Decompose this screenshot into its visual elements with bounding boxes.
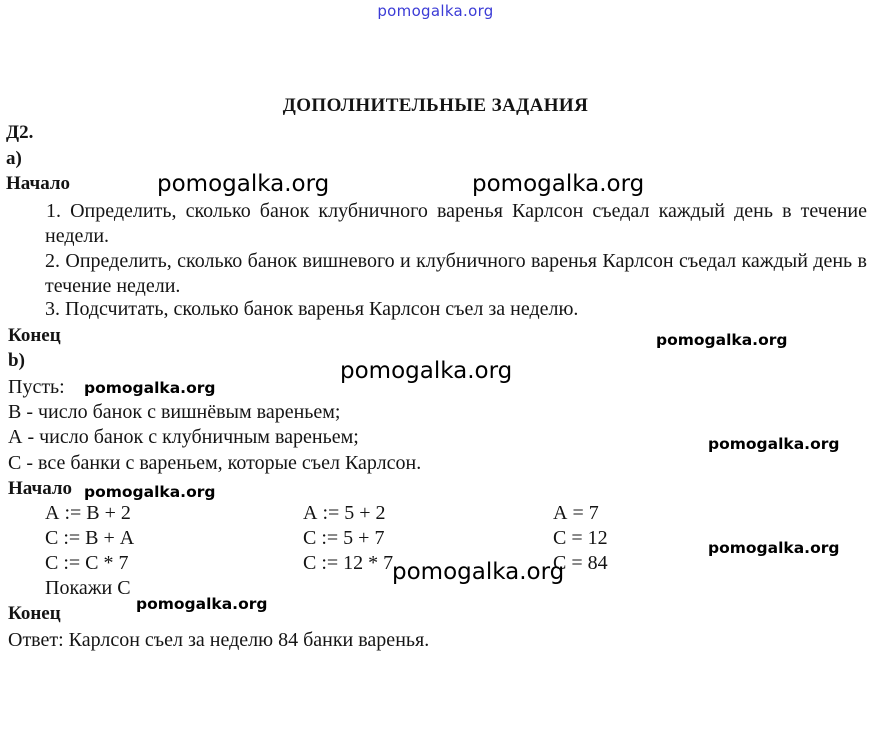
step-3: 3. Подсчитать, сколько банок варенья Карлсон съел за неделю.: [45, 298, 579, 320]
watermark: pomogalka.org: [340, 358, 513, 384]
let-label: Пусть:: [8, 376, 65, 398]
task-id: Д2.: [6, 122, 34, 143]
part-b-end: Конец: [8, 603, 61, 624]
row-2-result: С = 12: [553, 527, 608, 549]
watermark: pomogalka.org: [656, 331, 788, 349]
part-b-label: b): [8, 350, 25, 371]
row-2-subst: С := 5 + 7: [303, 527, 385, 549]
site-link[interactable]: pomogalka.org: [377, 2, 494, 20]
step-2: 2. Определить, сколько банок вишневого и клубничного варенья Карлсон съедал каждый день в течение недели.: [45, 250, 867, 297]
row-1-subst: А := 5 + 2: [303, 502, 386, 524]
watermark: pomogalka.org: [84, 483, 216, 501]
watermark: pomogalka.org: [157, 171, 330, 197]
row-1-step: А := В + 2: [45, 502, 131, 524]
part-a-end: Конец: [8, 325, 61, 346]
watermark: pomogalka.org: [708, 435, 840, 453]
watermark: pomogalka.org: [136, 595, 268, 613]
page-title: ДОПОЛНИТЕЛЬНЫЕ ЗАДАНИЯ: [282, 95, 589, 116]
row-3-result: С = 84: [553, 552, 608, 574]
step-1: 1. Определить, сколько банок клубничного варенья Карлсон съедал каждый день в течение недели.: [45, 200, 867, 247]
part-a-label: а): [6, 148, 22, 169]
row-2-step: С := В + А: [45, 527, 135, 549]
row-3-subst: С := 12 * 7: [303, 552, 394, 574]
watermark: pomogalka.org: [84, 379, 216, 397]
row-3-step: С := С * 7: [45, 552, 129, 574]
definition-a: А - число банок с клубничным вареньем;: [8, 426, 359, 448]
definition-c: С - все банки с вареньем, которые съел Карлсон.: [8, 452, 422, 474]
answer: Ответ: Карлсон съел за неделю 84 банки варенья.: [8, 629, 430, 651]
show-command: Покажи С: [45, 577, 131, 599]
watermark: pomogalka.org: [392, 559, 565, 585]
part-b-start: Начало: [8, 478, 73, 499]
definition-b: В - число банок с вишнёвым вареньем;: [8, 401, 341, 423]
watermark: pomogalka.org: [708, 539, 840, 557]
row-1-result: А = 7: [553, 502, 599, 524]
part-a-start: Начало: [6, 173, 71, 194]
watermark: pomogalka.org: [472, 171, 645, 197]
